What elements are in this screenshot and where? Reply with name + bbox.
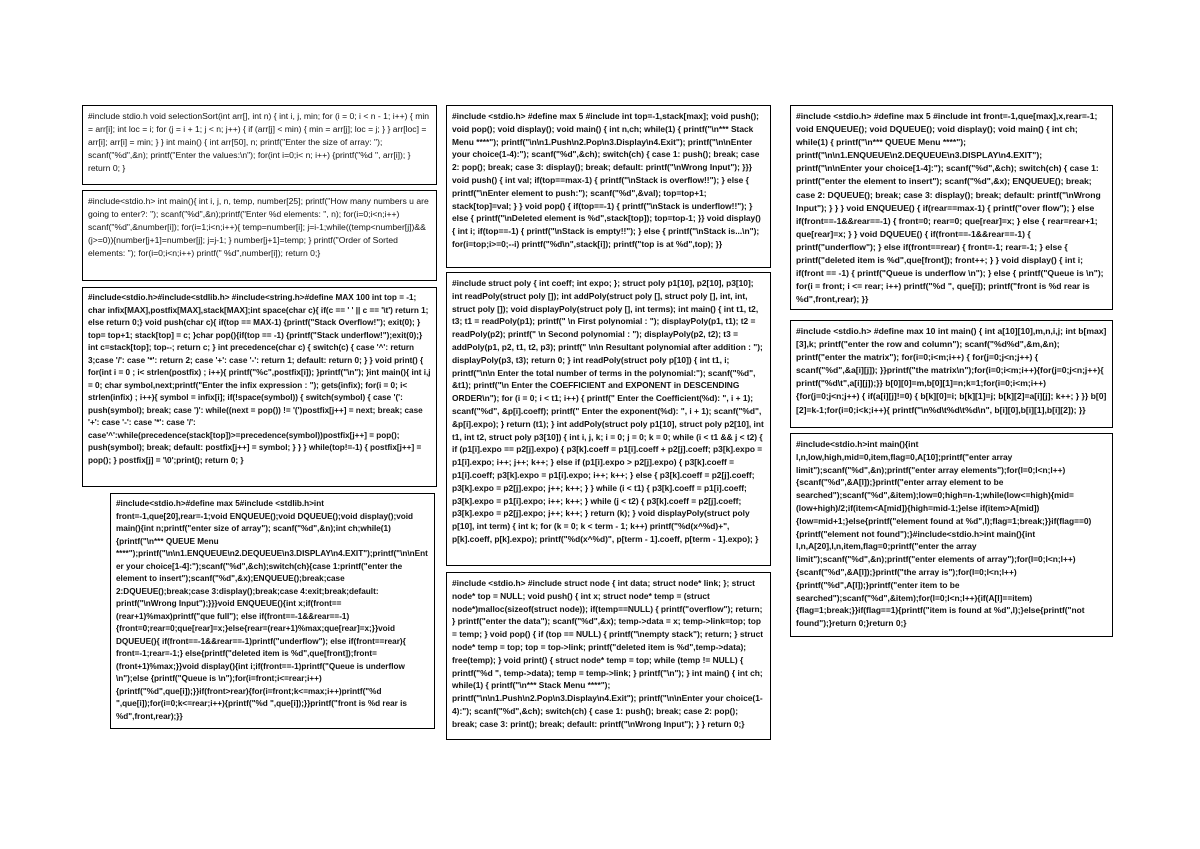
sparse-matrix-code-block: #include <stdio.h> #define max 10 int main() { int a[10][10],m,n,i,j; int b[max][3],k; printf("enter the row and column"); scanf("%d%d",&m,&n); printf("enter the matrix"); for(i=0;i<m;i++) { for(j=0;j<n;j++) { scanf("%d",&a[i][j]); }}printf("the matrix\n");for(i=0;i<m;i++){for(j=0;j<n;j++){ printf("%d\t",a[i][j]);}} b[0][0]=m,b[0][1]=n;k=1;for(i=0;i<m;i++){for(j=0;j<n;j++) { if(a[i][j]!=0) { b[k][0]=i; b[k][1]=j; b[k][2]=a[i][j]; k++; } }} b[0][2]=k-1;for(i=0;i<k;i++){ printf("\n%d\t%d\t%d\n", b[i][0],b[i][1],b[i][2]); }} [790, 320, 1113, 428]
polynomial-addition-code-block: #include struct poly { int coeff; int expo; }; struct poly p1[10], p2[10], p3[10]; int readPoly(struct poly []); int addPoly(struct poly [], struct poly [], int, int, struct poly []); void displayPoly(struct poly [], int terms); int main() { int t1, t2, t3; t1 = readPoly(p1); printf(" \n First polynomial : "); displayPoly(p1, t1); t2 = readPoly(p2); printf(" \n Second polynomial : "); displayPoly(p2, t2); t3 = addPoly(p1, p2, t1, t2, p3); printf(" \n\n Resultant polynomial after addition : "); displayPoly(p3, t3); return 0; } int readPoly(struct poly p[10]) { int t1, i; printf("\n\n Enter the total number of terms in the polynomial:"); scanf("%d", &t1); printf("\n Enter the COEFFICIENT and EXPONENT in DESCENDING ORDER\n"); for (i = 0; i < t1; i++) { printf(" Enter the Coefficient(%d): ", i + 1); scanf("%d", &p[i].coeff); printf(" Enter the exponent(%d): ", i + 1); scanf("%d", &p[i].expo); } return (t1); } int addPoly(struct poly p1[10], struct poly p2[10], int t1, int t2, struct poly p3[10]) { int i, j, k; i = 0; j = 0; k = 0; while (i < t1 && j < t2) { if (p1[i].expo == p2[j].expo) { p3[k].coeff = p1[i].coeff + p2[j].coeff; p3[k].expo = p1[i].expo; i++; j++; k++; } else if (p1[i].expo > p2[j].expo) { p3[k].coeff = p1[i].coeff; p3[k].expo = p1[i].expo; i++; k++; } else { p3[k].coeff = p2[j].coeff; p3[k].expo = p2[j].expo; j++; k++; } } while (i < t1) { p3[k].coeff = p1[i].coeff; p3[k].expo = p1[i].expo; i++; k++; } while (j < t2) { p3[k].coeff = p2[j].coeff; p3[k].expo = p2[j].expo; j++; k++; } return (k); } void displayPoly(struct poly p[10], int term) { int k; for (k = 0; k < term - 1; k++) printf("%d(x^%d)+", p[k].coeff, p[k].expo); printf("%d(x^%d)", p[term - 1].coeff, p[term - 1].expo); } [446, 272, 771, 566]
selection-sort-code-block: #include stdio.h void selectionSort(int arr[], int n) { int i, j, min; for (i = 0; i < n - 1; i++) { min = arr[i]; int loc = i; for (j = i + 1; j < n; j++) { if (arr[j] < min) { min = arr[j]; loc = j; } } arr[loc] = arr[i]; arr[i] = min; } } int main() { int arr[50], n; printf("Enter the size of array: "); scanf("%d",&n); printf("Enter the values:\n"); for(int i=0;i< n; i++) {printf("%d ", arr[i]); } return 0; } [82, 105, 437, 185]
linear-queue-code-block: #include <stdio.h> #define max 5 #include int front=-1,que[max],x,rear=-1; void ENQUEUE(); void DQUEUE(); void display(); void main() { int ch; while(1) { printf("\n*** QUEUE Menu ****"); printf("\n\n1.ENQUEUE\n2.DEQUEUE\n3.DISPLAY\n4.EXIT"); printf("\n\nEnter your choice[1-4]:"); scanf("%d",&ch); switch(ch) { case 1: printf("enter the element to insert"); scanf("%d",&x); ENQUEUE(); break; case 2: DQUEUE(); break; case 3: display(); break; default: printf("\nWrong Input"); } } } void ENQUEUE() { if(rear==max-1) { printf("over flow"); } else if(front==-1&&rear==-1) { front=0; rear=0; que[rear]=x; } else { rear=rear+1; que[rear]=x; } } void DQUEUE() { if(front==-1&&rear==-1) { printf("underflow"); } else if(front==rear) { front=-1; rear=-1; } else { printf("deleted item is %d",que[front]); front++; } } void display() { int i; if(front == -1) { printf("Queue is underflow \n"); } else { printf("Queue is \n"); for(i = front; i <= rear; i++) printf("%d ", que[i]); printf("front is %d rear is %d",front,rear); }} [790, 105, 1113, 310]
binary-and-linear-search-code-block: #include<stdio.h>int main(){int l,n,low,high,mid=0,item,flag=0,A[10];printf("enter array limit");scanf("%d",&n);printf("enter array elements");for(l=0;l<n;l++){scanf("%d",&A[l]);}printf("enter array element to be searched");scanf("%d",&item);low=0;high=n-1;while(low<=high){mid=(low+high)/2;if(item<A[mid]){high=mid-1;}else if(item>A[mid]){low=mid+1;}else{printf("element found at %d",l);flag=1;break;}}if(flag==0){printf("element not found");}#include<stdio.h>int main(){int l,n,A[20],l,n,item,flag=0;printf("enter the array limit");scanf("%d",&n);printf("enter elements of array");for(l=0;l<n;l++){scanf("%d",&A[l]);}printf("the array is");for(l=0;l<n;l++){printf("%d",A[l]);}printf("enter item to be searched");scanf("%d",&item);for(l=0;l<n;l++){if(A[l]==item){flag=1;break;}}if(flag==1){printf("item is found at %d",l);}else{printf("not found");}return 0;}return 0;} [790, 433, 1113, 637]
array-stack-code-block: #include <stdio.h> #define max 5 #include int top=-1,stack[max]; void push(); void pop(); void display(); void main() { int n,ch; while(1) { printf("\n*** Stack Menu ****"); printf("\n\n1.Push\n2.Pop\n3.Display\n4.Exit"); printf("\n\nEnter your choice(1-4):"); scanf("%d",&ch); switch(ch) { case 1: push(); break; case 2: pop(); break; case 3: display(); break; default: printf("\nWrong Input"); }}} void push() { int val; if(top==max-1) { printf("\nStack is overflow!!"); } else { printf("\nEnter element to push:"); scanf("%d",&val); top=top+1; stack[top]=val; } } void pop() { if(top==-1) { printf("\nStack is underflow!!"); } else { printf("\nDeleted element is %d",stack[top]); top=top-1; }} void display() { int i; if(top==-1) { printf("\nStack is empty!!"); } else { printf("\nStack is...\n"); for(i=top;i>=0;--i) printf("%d\n",stack[i]); printf("top is at %d",top); }} [446, 105, 771, 268]
circular-queue-code-block: #include<stdio.h>#define max 5#include <stdlib.h>int front=-1,que[20],rear=-1;void ENQUEUE();void DQUEUE();void display();void main(){int n;printf("enter size of array"); scanf("%d",&n);int ch;while(1){printf("\n*** QUEUE Menu ****");printf("\n\n1.ENQUEUE\n2.DEQUEUE\n3.DISPLAY\n4.EXIT");printf("\n\nEnter your choice[1-4]:");scanf("%d",&ch);switch(ch){case 1:printf("enter the element to insert");scanf("%d",&x);ENQUEUE();break;case 2:DQUEUE();break;case 3:display();break;case 4:exit;break;default: printf("\nWrong Input");}}}void ENQUEUE(){int x;if(front==(rear+1)%max)printf("que full"); else if(front==-1&&rear==-1){front=0;rear=0;que[rear]=x;}else{rear=(rear+1)%max;que[rear]=x;}}void DQUEUE(){ if(front==-1&&rear==-1)printf("underflow"); else if(front==rear){ front=-1;rear=-1;} else{printf("deleted item is %d",que[front]);front=(front+1)%max;}}void display(){int i;if(front==-1)printf("Queue is underflow \n");else {printf("Queue is \n");for(i=front;i<=rear;i++){printf("%d",que[i]);}}if(front>rear){for(i=front;k<=max;i++)printf("%d ",que[i]);for(i=0;k<=rear;i++){printf("%d ",que[i]);}}printf("front is %d rear is %d",front,rear);}} [110, 493, 435, 729]
infix-to-postfix-code-block: #include<stdio.h>#include<stdlib.h> #include<string.h>#define MAX 100 int top = -1; char infix[MAX],postfix[MAX],stack[MAX];int space(char c){ if(c == ' ' || c == '\t') return 1; else return 0;} void push(char c){ if(top == MAX-1) {printf("Stack Overflow!"); exit(0); } top= top+1; stack[top] = c; }char pop(){if(top == -1) {printf("Stack underflow!");exit(0);} int c=stack[top]; top--; return c; } int precedence(char c) { switch(c) { case '^': return 3;case '/': case '*': return 2; case '+': case '-': return 1; default: return 0; } } void print() { for(int i = 0 ; i< strlen(postfix) ; i++){ printf("%c",postfix[i]); }printf("\n"); }int main(){ int i,j = 0; char symbol,next;printf("Enter the infix expression : "); gets(infix); for(i = 0; i< strlen(infix) ; i++){ symbol = infix[i]; if(!space(symbol)) { switch(symbol) { case '(': push(symbol); break; case ')': while((next = pop()) != '(')postfix[j++] = next; break; case '+': case '-': case '*': case '/': case'^':while(precedence(stack[top])>=precedence(symbol))postfix[j++] = pop(); push(symbol); break; default: postfix[j++] = symbol; } } } while(top!=-1) { postfix[j++] = pop(); } postfix[j] = '\0';print(); return 0; } [82, 287, 437, 487]
insertion-sort-code-block: #include<stdio.h> int main(){ int i, j, n, temp, number[25]; printf("How many numbers u are going to enter?: "); scanf("%d",&n);printf("Enter %d elements: ", n); for(i=0;i<n;i++) scanf("%d",&number[i]); for(i=1;i<n;i++){ temp=number[i]; j=i-1;while((temp<number[j])&&(j>=0)){number[j+1]=number[j]; j=j-1; } number[j+1]=temp; } printf("Order of Sorted elements: "); for(i=0;i<n;i++) printf(" %d",number[i]); return 0;} [82, 190, 437, 281]
linked-stack-code-block: #include <stdio.h> #include struct node { int data; struct node* link; }; struct node* top = NULL; void push() { int x; struct node* temp = (struct node*)malloc(sizeof(struct node)); if(temp==NULL) { printf("overflow"); return; } printf("enter the data"); scanf("%d",&x); temp->data = x; temp->link=top; top = temp; } void pop() { if (top == NULL) { printf("\nempty stack"); return; } struct node* temp = top; top = top->link; printf("deleted item is %d",temp->data); free(temp); } void print() { struct node* temp = top; while (temp != NULL) { printf("%d ", temp->data); temp = temp->link; } printf("\n"); } int main() { int ch; while(1) { printf("\n*** Stack Menu ****"); printf("\n\n1.Push\n2.Pop\n3.Display\n4.Exit"); printf("\n\nEnter your choice(1-4):"); scanf("%d",&ch); switch(ch) { case 1: push(); break; case 2: pop(); break; case 3: print(); break; default: printf("\nWrong Input"); } } return 0;} [446, 572, 771, 740]
